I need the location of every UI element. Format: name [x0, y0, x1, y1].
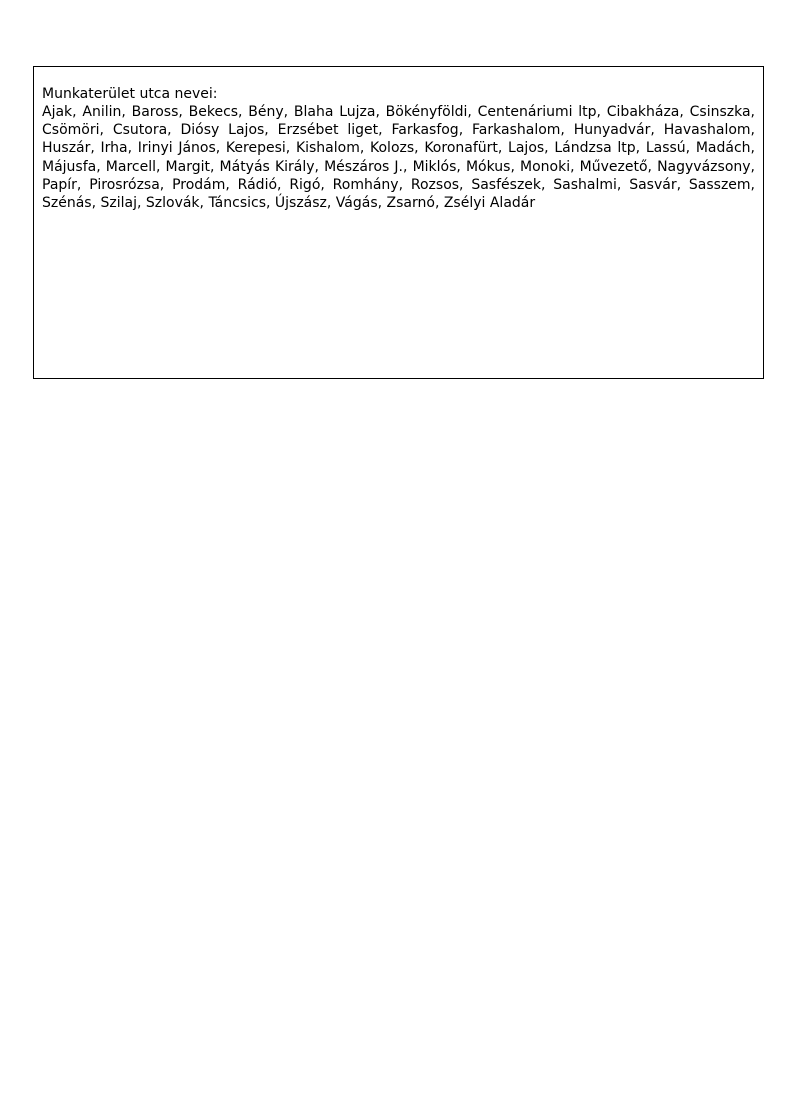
street-names-box: [33, 66, 764, 379]
work-area-heading: Munkaterület utca nevei:: [42, 86, 218, 102]
street-names-list: Ajak, Anilin, Baross, Bekecs, Bény, Blaha Lujza, Bökényföldi, Centenáriumi ltp, Cibakháza, Csinszka, Csömöri, Csutora, Diósy Lajos, Erzsébet liget, Farkasfog, Farkashalom, Hunyadvár, Havashalom, Huszár, Irha, Irinyi János, Kerepesi, Kishalom, Kolozs, Koronafürt, Lajos, Lándzsa ltp, Lassú, Madách, Májusfa, Marcell, Margit, Mátyás Király, Mészáros J., Miklós, Mókus, Monoki, Művezető, Nagyvázsony, Papír, Pirosrózsa, Prodám, Rádió, Rigó, Romhány, Rozsos, Sasfészek, Sashalmi, Sasvár, Sasszem, Szénás, Szilaj, Szlovák, Táncsics, Újszász, Vágás, Zsarnó, Zsélyi Aladár: [42, 104, 755, 212]
